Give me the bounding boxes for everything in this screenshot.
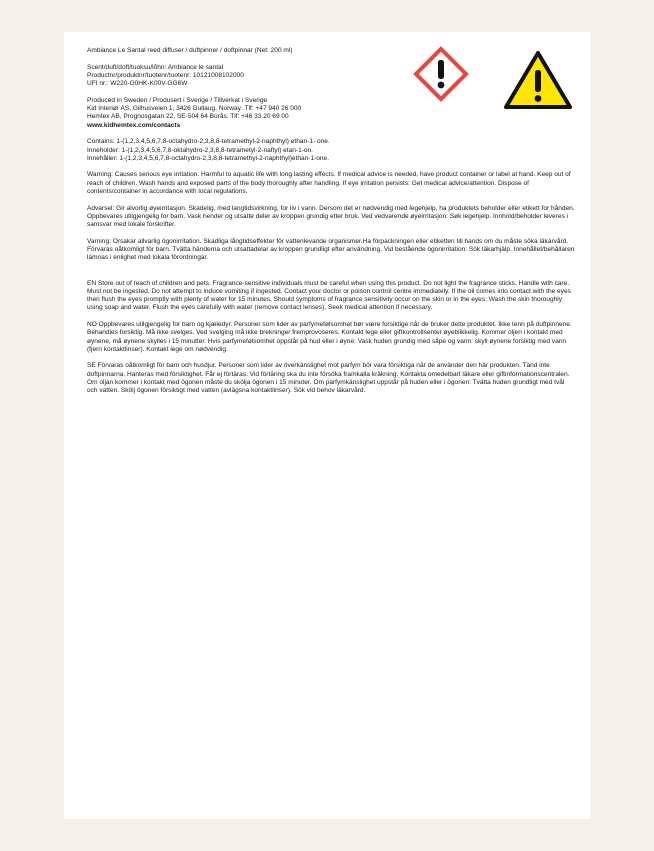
label-document <box>64 32 590 819</box>
safety-se: SE Förvaras oåtkomligt för barn och husdjur. Personer som lider av överkänslighet mot parfym bör vara försiktiga när de använder den här produkten. Tänd inte doftpinnarna. Hanteras med försiktighet. Får ej förtäras. Vid förtäring ska du inte försöka framkalla kräkning. Kontakta omedelbart läkare eller giftinformationscentralen. Om oljan kommer i kontakt med ögonen måste du skölja ögonen i 15 minuter. Om parfymkänslighet uppstår på huden eller i ögonen: Tvätta huden grundligt med tvål och vatten. Skölj ögonen försiktigt med vatten (avlägsna kontaktlinser). Sök vid behov läkarvård. <box>87 362 570 395</box>
website-link[interactable]: www.kidhemtex.com/contacts <box>87 121 181 129</box>
hemtex-address-line: Hemtex AB, Prognosgatan 22, SE-504 64 Borås. Tlf: +46 33 20 69 00 <box>87 113 289 121</box>
contains-se: Innehåller: 1-(1,2,3,4,5,6,7,8-octahydro-2,3,8,8-tetramethyl-2-naphthyl)ethan-1-one. <box>87 154 330 162</box>
product-title: Ambiance Le Santal reed diffuser / duftpinner / doftpinnar (Net: 200 ml) <box>87 47 293 54</box>
safety-en: EN Store out of reach of children and pets. Fragrance-sensitive individuals must be careful when using this product. Do not light the fragrance sticks. Handle with care. Must not be ingested. Do not attempt to induce vomiting if ingested. Contact your doctor or poison control centre immediately. If the oil comes into contact with the eyes then flush the eyes promptly with plenty of water for 15 minutes. Should symptoms of fragrance sensitivity occur on the skin or in the eyes: Wash the skin thoroughly using soap and water. Flush the eyes carefully with water (remove contact lenses). Seek medical attention if necessary. <box>87 279 571 312</box>
contains-info <box>87 138 575 163</box>
product-number-line: Productnr/produktnr/tuotenr/tootenr: 10121008102000 <box>87 71 244 79</box>
section-spacer <box>87 271 575 280</box>
contains-no: Inneholder: 1-(1,2,3,4,5,6,7,8-oktahydro-2,3,8,8-tetrametyl-2-naftyl) etan-1-on. <box>87 146 313 154</box>
kid-address-line: Kid Interiør AS, Gilhusveien 1, 3426 Gullaug, Norway .Tlf: +47 940 26 000 <box>87 105 302 113</box>
manufacturer-info <box>87 97 575 130</box>
product-info <box>87 64 575 89</box>
safety-no: NO Oppbevares utilgjengelig for barn og kjæledyr. Personer som lider av parfymefølsomhet bør være forsiktige når de bruker dette produktet. Ikke tenn på duftpinnene. Behandles forsiktig. Må ikke svelges. Ved svelging må ikke brekninger fremprovoseres. Kontakt lege eller giftkontrollsenter øyeblikkelig. Kommer oljen i kontakt med øynene, må øynene skylles i 15 minutter. Hvis parfymefølsomhet oppstår på hud eller i øyne: Vask huden grundig med såpe og vann: skyll øynene forsiktig med vann (fjern kontaktlinser). Kontakt lege om nødvendig. <box>87 321 572 353</box>
scent-line: Scent/duft/doft/tuoksu/lõhn: Ambiance le santal <box>87 63 224 71</box>
warning-no: Advarsel: Gir alvorlig øyeirritasjon. Skadelig, med langtidsvirkning, for liv i vann. Dersom det er nødvendig med legehjelp, ha produktets beholder eller etikett for hånden. Oppbevares utilgjengelig for barn. Vask hender og utsatte deler av kroppen grundig etter bruk. Ved vedvarende øyeirritasjon: Søk legehjelp. Innhold/beholder leveres i samsvar med lokale forskrifter. <box>87 204 575 229</box>
produced-line: Produced in Sweden / Produsert i Sverige / Tillverkat i Sverige <box>87 96 268 104</box>
warning-se: Varning: Orsakar allvarlig ögonirritation. Skadliga långtidseffekter för vattenlevande organismer.Ha förpackningen eller etiketten till hands om du måste söka läkarvård. Förvaras oåtkomligt för barn. Tvätta händerna och utsattadelar av kroppen grundligt efter användning. Vid bestående ögonirritation: Sök läkarhjälp. Innehållet/behållaren lämnas i enlighet med lokala förordningar. <box>87 237 575 262</box>
warning-en: Warning: Causes serious eye irritation. Harmful to aquatic life with long lasting effects. If medical advice is needed, have product container or label at hand. Keep out of reach of children. Wash hands and exposed parts of the body thoroughly after handling. If eye irritation persists: Get medical advice/attention. Dispose of contents/container in accordance with local regulations. <box>87 171 571 196</box>
label-text <box>87 47 575 404</box>
ufi-line: UFI nr.: W220-G0HK-K00V-GG6W <box>87 80 188 88</box>
contains-en: Contains: 1-(1,2,3,4,5,6,7,8-octahydro-2,3,8,8-tetramethyl-2-naphthyl) ethan-1- one. <box>87 138 330 146</box>
